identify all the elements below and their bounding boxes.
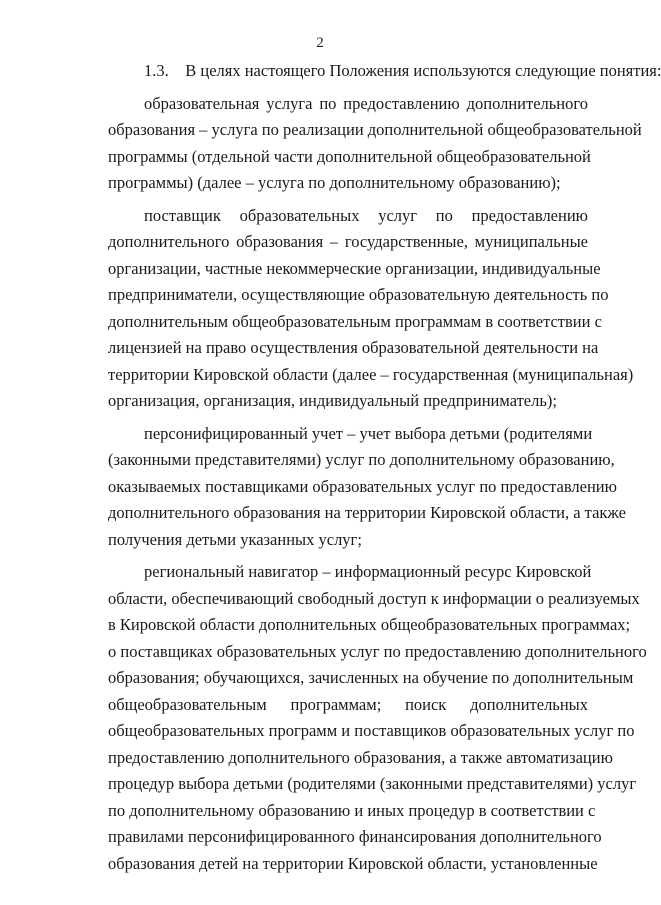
paragraph — [108, 421, 626, 554]
page-number: 2 — [316, 35, 324, 51]
text-line: в Кировской области дополнительных общеобразовательных программах; — [108, 615, 631, 634]
text-line: территории Кировской области (далее – государственная (муниципальная) — [108, 364, 634, 384]
text-line: программы (отдельной части дополнительной общеобразовательной — [108, 146, 591, 166]
text-line: программы) (далее – услуга по дополнительному образованию); — [108, 173, 561, 192]
text-line: области, обеспечивающий свободный доступ к информации о реализуемых — [108, 588, 640, 608]
text-line: образования – услуга по реализации дополнительной общеобразовательной — [108, 120, 642, 139]
text-line: по дополнительному образованию и иных процедур в соответствии с — [108, 800, 596, 820]
text-line: общеобразовательных программ и поставщиков образовательных услуг по — [108, 721, 635, 740]
text-line: поставщик образовательных услуг по предоставлению — [144, 205, 588, 225]
text-line: образования; обучающихся, зачисленных на обучение по дополнительным — [108, 668, 634, 687]
text-line: лицензией на право осуществления образовательной деятельности на — [108, 338, 599, 357]
text-line: дополнительного образования – государственные, муниципальные — [108, 232, 588, 251]
text-line: предоставлению дополнительного образования, а также автоматизацию — [108, 747, 613, 767]
text-line: образовательная услуга по предоставлению дополнительного — [144, 93, 588, 113]
text-line: процедур выбора детьми (родителями (законными представителями) услуг — [108, 774, 637, 793]
text-line: общеобразовательным программам; поиск дополнительных — [108, 694, 588, 714]
text-line: региональный навигатор – информационный ресурс Кировской — [144, 562, 592, 581]
paragraph — [108, 58, 661, 85]
text-line: оказываемых поставщиками образовательных услуг по предоставлению — [108, 476, 617, 496]
text-line: образования детей на территории Кировской области, установленные — [108, 853, 598, 873]
text-line: (законными представителями) услуг по дополнительному образованию, — [108, 450, 615, 469]
text-line: предприниматели, осуществляющие образовательную деятельность по — [108, 285, 609, 304]
text-line: персонифицированный учет – учет выбора детьми (родителями — [144, 423, 593, 443]
text-line: 1.3. В целях настоящего Положения используются следующие понятия: — [144, 61, 661, 80]
text-line: получения детьми указанных услуг; — [108, 529, 362, 549]
paragraph — [108, 203, 634, 415]
text-line: организации, частные некоммерческие организации, индивидуальные — [108, 258, 601, 278]
text-line: организация, организация, индивидуальный предприниматель); — [108, 391, 557, 410]
paragraph — [108, 91, 642, 197]
paragraph — [108, 559, 647, 877]
text-line: дополнительным общеобразовательным программам в соответствии с — [108, 311, 602, 331]
document-body — [108, 58, 661, 877]
text-line: правилами персонифицированного финансирования дополнительного — [108, 827, 602, 846]
text-line: дополнительного образования на территории Кировской области, а также — [108, 503, 626, 522]
text-line: о поставщиках образовательных услуг по предоставлению дополнительного — [108, 641, 647, 661]
